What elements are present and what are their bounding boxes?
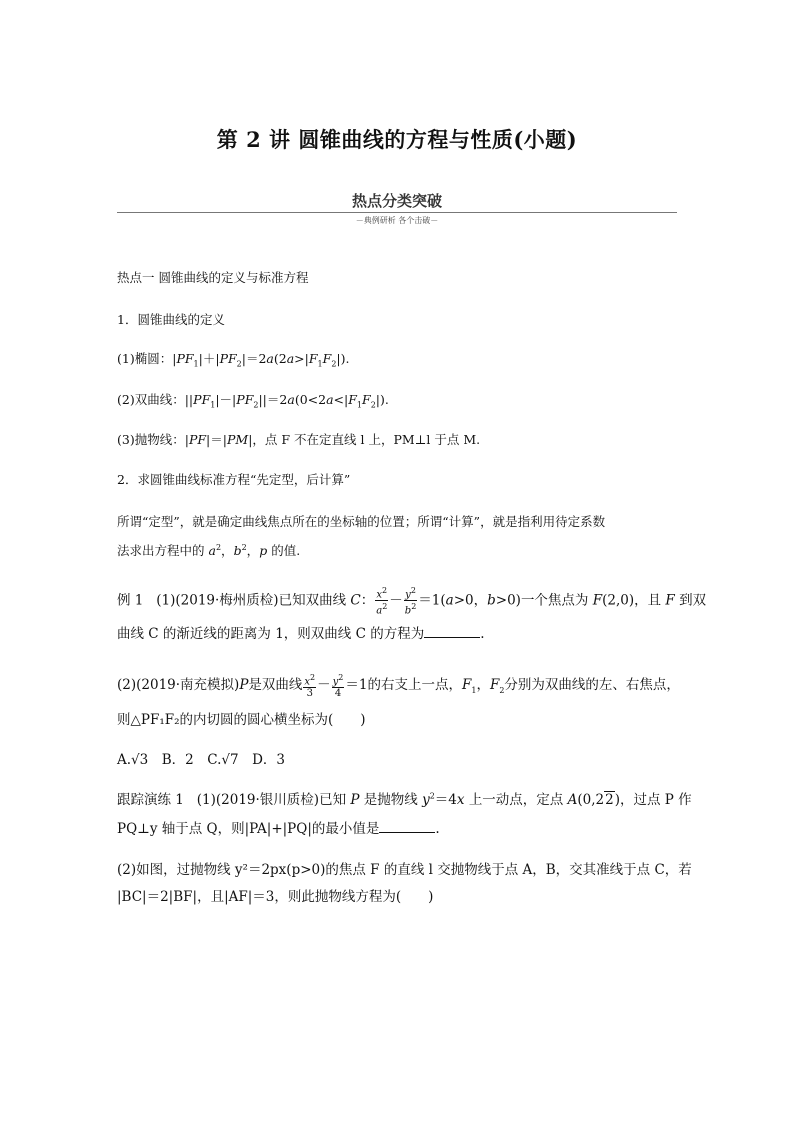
example1-question2: (2)(2019·南充模拟)P是双曲线 $\frac{x^2}{3}$ － $\frac{y^2}{4}$ ＝1的右支上一点，$F_1$，$F_2$分别为双曲线的左、右焦点， (117, 673, 680, 700)
example1-question1: 例 1 (1)(2019·梅州质检)已知双曲线 C： $\frac{x^2}{a^2}$ － $\frac{y^2}{b^2}$ ＝1(a>0，b>0)一个焦点为 F(2,0)，且 F 到双 (117, 586, 707, 617)
section-divider (117, 212, 677, 213)
page-title: 第 2 讲 圆锥曲线的方程与性质(小题) (216, 127, 578, 152)
hotspot-heading: 热点一 圆锥曲线的定义与标准方程 (117, 270, 309, 285)
answer-blank[interactable] (424, 625, 480, 638)
item1-heading: 1．圆锥曲线的定义 (117, 312, 225, 327)
example1-question2-line2: 则△PF₁F₂的内切圆的圆心横坐标为( ) (117, 712, 366, 728)
answer-blank[interactable] (379, 820, 435, 833)
section-subtitle: －典例研析 各个击破－ (355, 216, 439, 225)
practice1-question2-line2: |BC|＝2|BF|，且|AF|＝3，则此抛物线方程为( ) (117, 889, 434, 905)
section-title: 热点分类突破 (351, 192, 442, 210)
example1-choices: A.√3 B．2 C.√7 D．3 (117, 752, 285, 768)
item2-heading: 2．求圆锥曲线标准方程“先定型，后计算” (117, 472, 351, 487)
fraction-x2-a2: $\frac{x^2}{a^2}$ (376, 586, 388, 617)
definition-hyperbola-label: (2)双曲线： (117, 392, 185, 407)
practice1-question1-line2: PQ⊥y 轴于点 Q，则|PA|+|PQ|的最小值是 . (117, 821, 440, 837)
example1-question1-line2: 曲线 C 的渐近线的距离为 1，则双曲线 C 的方程为 . (117, 626, 485, 642)
practice1-question1: 跟踪演练 1 (1)(2019·银川质检)已知 P 是抛物线 $y^2=4x$ 上一动点，定点 A(0,22)，过点 P 作 (117, 791, 692, 808)
fraction-y2-4: $\frac{y^2}{4}$ (332, 673, 344, 700)
definition-hyperbola: (2)双曲线：$||PF_1|-|PF_2||=2a(0<2a<|F_1F_2|)$. (117, 392, 389, 410)
item2-text-line1: 所谓“定型”，就是确定曲线焦点所在的坐标轴的位置；所谓“计算”，就是指利用待定系数 (117, 514, 606, 529)
fraction-x2-3: $\frac{x^2}{3}$ (304, 673, 316, 700)
definition-parabola-note: 点 F 不在定直线 l 上，PM⊥l 于点 M. (264, 432, 481, 447)
example1-label: 例 1 (117, 592, 144, 609)
fraction-y2-b2: $\frac{y^2}{b^2}$ (404, 586, 417, 617)
definition-parabola-label: (3)抛物线： (117, 432, 185, 447)
practice1-label: 跟踪演练 1 (117, 792, 184, 808)
practice1-question2-line1: (2)如图，过抛物线 y²＝2px(p>0)的焦点 F 的直线 l 交抛物线于点 A，B，交其准线于点 C，若 (117, 862, 692, 878)
definition-parabola: (3)抛物线：|PF|＝|PM|，点 F 不在定直线 l 上，PM⊥l 于点 M. (117, 432, 481, 447)
item2-text-line2: 法求出方程中的 $a^2$，$b^2$，p 的值. (117, 542, 301, 558)
definition-ellipse-label: (1)椭圆： (117, 351, 173, 366)
definition-ellipse: (1)椭圆：$|PF_1|+|PF_2|=2a(2a>|F_1F_2|)$. (117, 351, 350, 369)
